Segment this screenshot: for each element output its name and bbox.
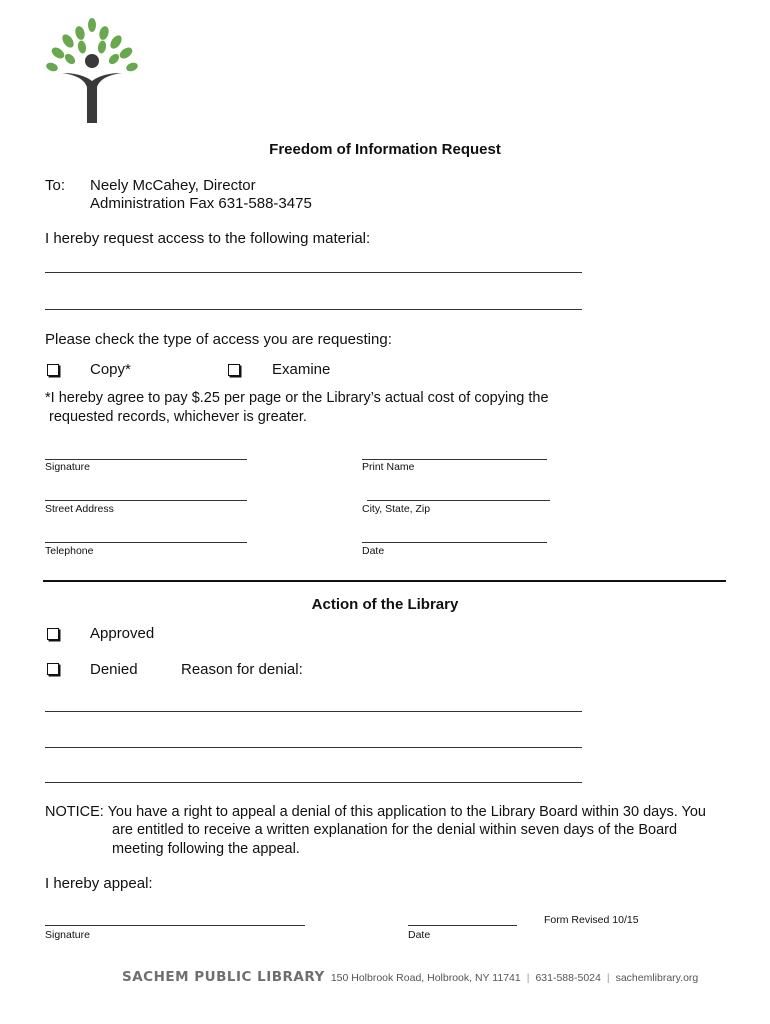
denial-reason-line-2[interactable] bbox=[45, 747, 582, 748]
copy-label: Copy* bbox=[90, 361, 131, 378]
examine-checkbox[interactable] bbox=[228, 364, 240, 376]
notice-line-1: NOTICE: You have a right to appeal a denial of this application to the Library Board within 30 days. You bbox=[45, 804, 706, 820]
city-state-zip-caption: City, State, Zip bbox=[362, 503, 431, 515]
footer-separator: | bbox=[606, 972, 610, 984]
recipient-fax: Administration Fax 631-588-3475 bbox=[90, 195, 312, 212]
footer-phone: 631-588-5024 bbox=[535, 972, 601, 984]
action-heading: Action of the Library bbox=[311, 596, 459, 613]
form-title: Freedom of Information Request bbox=[269, 141, 501, 158]
form-revised: Form Revised 10/15 bbox=[544, 914, 639, 926]
notice-line-3: meeting following the appeal. bbox=[112, 841, 300, 857]
to-label: To: bbox=[45, 177, 66, 194]
approved-label: Approved bbox=[90, 625, 155, 642]
footer-brand: SACHEM PUBLIC LIBRARY bbox=[122, 969, 325, 985]
signature-line[interactable] bbox=[45, 459, 247, 460]
copy-checkbox[interactable] bbox=[47, 364, 59, 376]
footer-address: 150 Holbrook Road, Holbrook, NY 11741 bbox=[330, 972, 521, 984]
signature-caption: Signature bbox=[45, 461, 90, 473]
print-name-line[interactable] bbox=[362, 459, 547, 460]
footer-website: sachemlibrary.org bbox=[615, 972, 699, 984]
appeal-label: I hereby appeal: bbox=[45, 875, 153, 892]
access-prompt: Please check the type of access you are requesting: bbox=[45, 331, 392, 348]
approved-checkbox[interactable] bbox=[47, 628, 59, 640]
library-logo bbox=[40, 15, 145, 127]
print-name-caption: Print Name bbox=[362, 461, 415, 473]
denied-checkbox[interactable] bbox=[47, 663, 59, 675]
footer bbox=[122, 969, 698, 985]
city-state-zip-line[interactable] bbox=[367, 500, 550, 501]
date-caption: Date bbox=[362, 545, 385, 557]
street-address-line[interactable] bbox=[45, 500, 247, 501]
material-line-1[interactable] bbox=[45, 272, 582, 273]
date-line[interactable] bbox=[362, 542, 547, 543]
material-line-2[interactable] bbox=[45, 309, 582, 310]
telephone-line[interactable] bbox=[45, 542, 247, 543]
notice-line-2: are entitled to receive a written explanation for the denial within seven days of the Board bbox=[112, 822, 678, 838]
appeal-date-caption: Date bbox=[408, 929, 431, 941]
examine-label: Examine bbox=[272, 361, 331, 378]
appeal-date-line[interactable] bbox=[408, 925, 517, 926]
agreement-line-1: *I hereby agree to pay $.25 per page or the Library’s actual cost of copying the bbox=[45, 390, 549, 406]
denied-label: Denied bbox=[90, 661, 138, 678]
denial-reason-line-3[interactable] bbox=[45, 782, 582, 783]
appeal-signature-line[interactable] bbox=[45, 925, 305, 926]
request-intro: I hereby request access to the following material: bbox=[45, 230, 371, 247]
denial-reason-line-1[interactable] bbox=[45, 711, 582, 712]
footer-separator: | bbox=[526, 972, 530, 984]
telephone-caption: Telephone bbox=[45, 545, 94, 557]
denial-reason-label: Reason for denial: bbox=[181, 661, 303, 678]
section-divider bbox=[43, 580, 726, 582]
recipient-name: Neely McCahey, Director bbox=[90, 177, 256, 194]
appeal-signature-caption: Signature bbox=[45, 929, 90, 941]
street-address-caption: Street Address bbox=[45, 503, 114, 515]
agreement-line-2: requested records, whichever is greater. bbox=[49, 409, 307, 425]
